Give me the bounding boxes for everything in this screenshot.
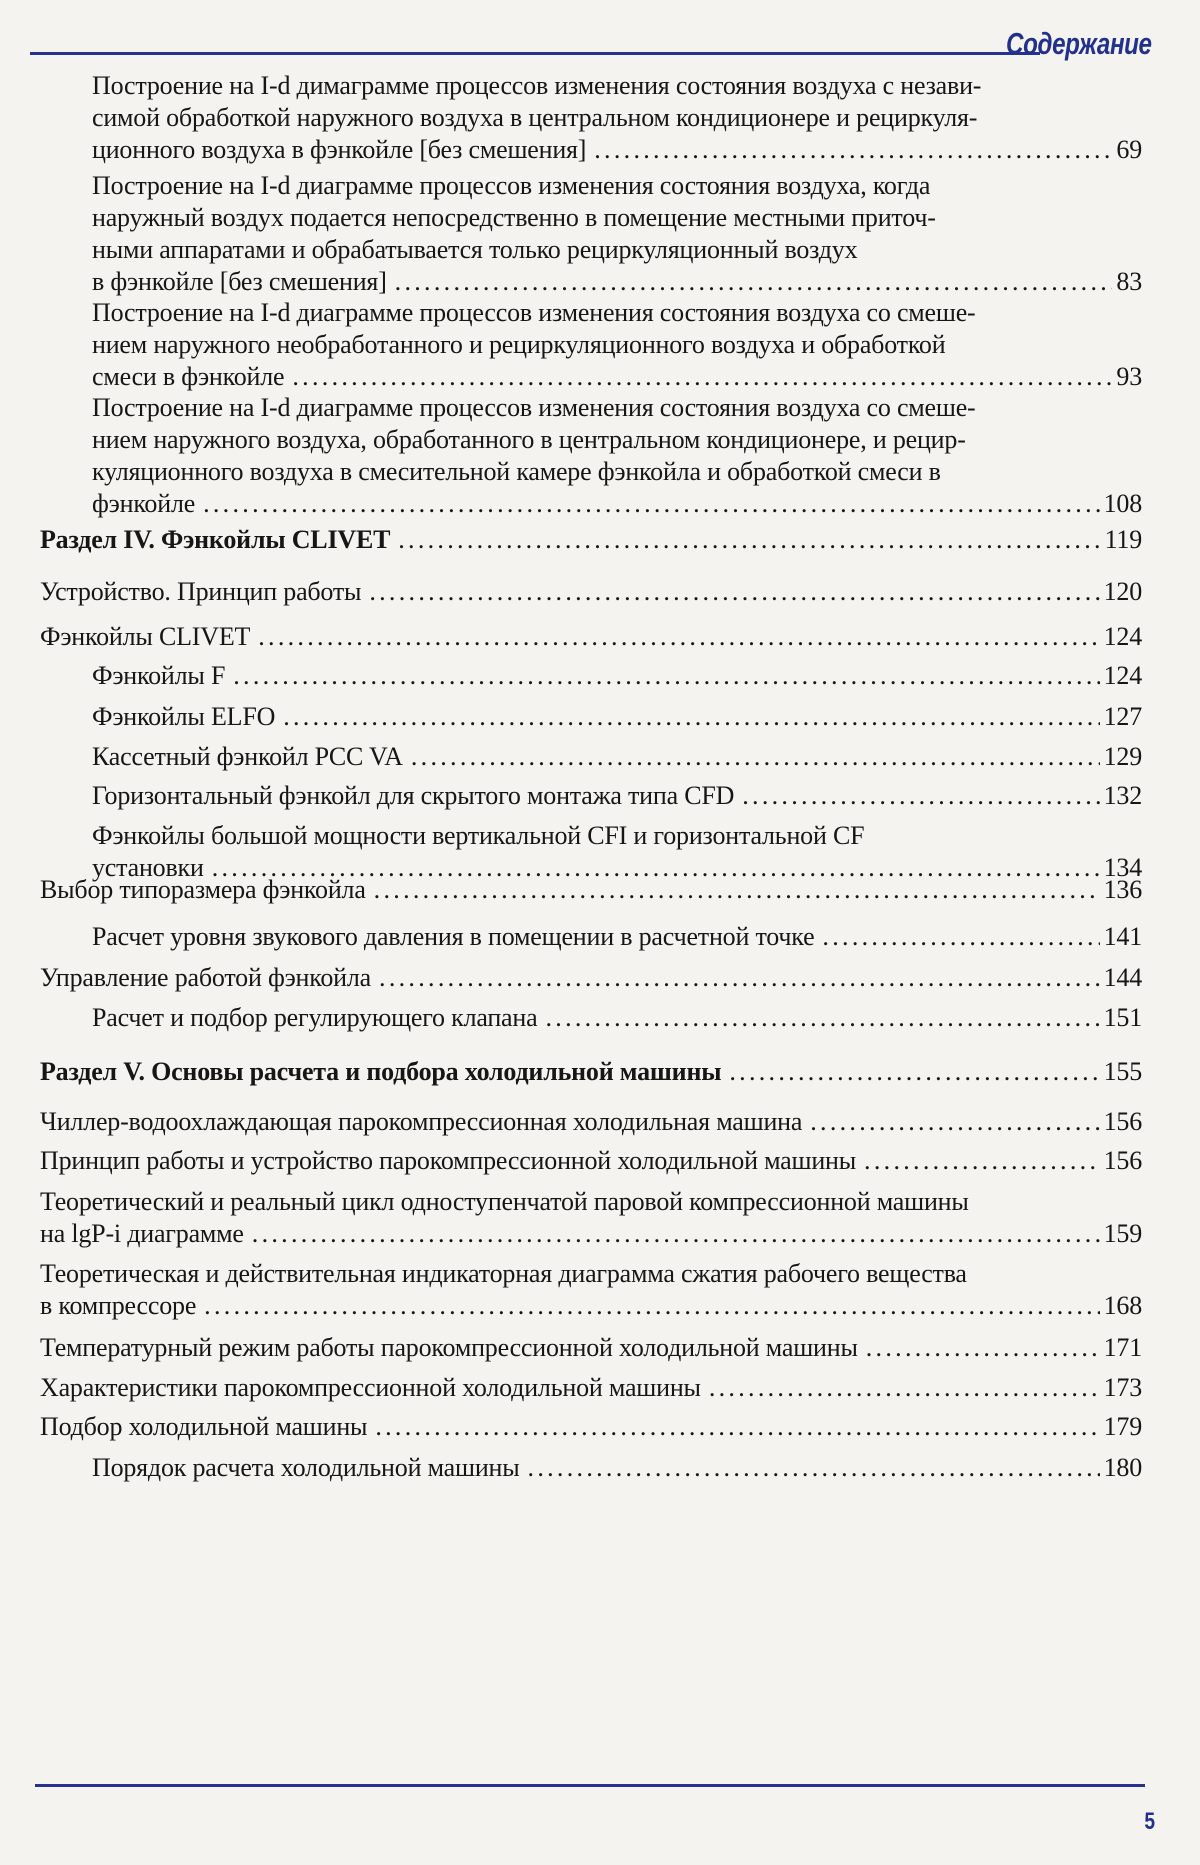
toc-page-number: 120	[1103, 577, 1142, 606]
toc-entry-title-line: Характеристики парокомпрессионной холодильной машины	[40, 1373, 701, 1402]
toc-entry-title-line: Раздел IV. Фэнкойлы CLIVET	[40, 525, 391, 554]
toc-page-number: 129	[1103, 742, 1142, 771]
dot-leader	[822, 921, 1099, 953]
toc-page-number: 134	[1103, 853, 1142, 882]
dot-leader	[375, 1411, 1099, 1443]
toc-page-number: 159	[1103, 1219, 1142, 1248]
toc-entry-title-line: Теоретический и реальный цикл одноступенчатой паровой компрессионной машины	[40, 1187, 969, 1216]
dot-leader	[292, 361, 1112, 393]
dot-leader	[411, 741, 1100, 773]
page-header	[30, 22, 1152, 62]
toc-entry[interactable]	[92, 1002, 1142, 1034]
dot-leader	[864, 1145, 1100, 1177]
toc-entry[interactable]	[40, 524, 1142, 556]
toc-entry[interactable]	[40, 1372, 1142, 1404]
toc-page-number: 155	[1103, 1057, 1142, 1086]
toc-entry-title-line: Подбор холодильной машины	[40, 1412, 368, 1441]
toc-entry[interactable]	[92, 701, 1142, 733]
toc-entry-title-line: ными аппаратами и обрабатывается только рециркуляционный воздух	[92, 235, 858, 264]
footer-rule	[35, 1784, 1145, 1787]
toc-page-number: 93	[1116, 362, 1142, 391]
toc-entry-title-line: фэнкойле	[92, 489, 196, 518]
toc-entry-title-line: Фэнкойлы F	[92, 661, 226, 690]
toc-entry-title-line: установки	[92, 853, 204, 882]
toc-page-number: 124	[1103, 661, 1142, 690]
toc-entry[interactable]	[40, 621, 1142, 653]
toc-entry-title-line: Расчет уровня звукового давления в помещении в расчетной точке	[92, 922, 815, 951]
toc-entry-title-line: в компрессоре	[40, 1291, 197, 1320]
toc-entry-title-line: Раздел V. Основы расчета и подбора холодильной машины	[40, 1057, 722, 1086]
dot-leader	[233, 660, 1099, 692]
toc-entry[interactable]	[92, 170, 1142, 298]
toc-entry[interactable]	[40, 1186, 1142, 1250]
toc-entry-title-line: Горизонтальный фэнкойл для скрытого монтажа типа CFD	[92, 781, 735, 810]
toc-entry[interactable]	[92, 392, 1142, 520]
toc-entry-title-line: Чиллер-водоохлаждающая парокомпрессионная холодильная машина	[40, 1107, 803, 1136]
toc-entry-title-line: Построение на I-d диаграмме процессов изменения состояния воздуха, когда	[92, 171, 931, 200]
dot-leader	[258, 621, 1099, 653]
toc-entry-title-line: Выбор типоразмера фэнкойла	[40, 875, 366, 904]
dot-leader	[204, 1290, 1099, 1322]
toc-page-number: 132	[1103, 781, 1142, 810]
dot-leader	[810, 1106, 1099, 1138]
toc-entry[interactable]	[40, 962, 1142, 994]
toc-entry-title-line: нием наружного воздуха, обработанного в центральном кондиционере, и рецир-	[92, 425, 966, 454]
toc-page-number: 179	[1103, 1412, 1142, 1441]
toc-entry-title-line: нием наружного необработанного и рециркуляционного воздуха и обработкой	[92, 330, 946, 359]
toc-entry-title-line: в фэнкойле [без смешения]	[92, 267, 387, 296]
toc-page-number: 180	[1103, 1453, 1142, 1482]
dot-leader	[594, 134, 1112, 166]
dot-leader	[398, 524, 1100, 556]
dot-leader	[866, 1332, 1100, 1364]
toc-page-number: 151	[1103, 1003, 1142, 1032]
dot-leader	[545, 1002, 1099, 1034]
header-rule	[30, 52, 1040, 55]
toc-entry-title-line: Построение на I-d диаграмме процессов изменения состояния воздуха со смеше-	[92, 393, 976, 422]
dot-leader	[369, 576, 1099, 608]
toc-entry[interactable]	[40, 1411, 1142, 1443]
dot-leader	[203, 488, 1100, 520]
toc-entry-title-line: симой обработкой наружного воздуха в центральном кондиционере и рециркуля-	[92, 103, 978, 132]
toc-page-number: 108	[1103, 489, 1142, 518]
toc-entry-title-line: Теоретическая и действительная индикаторная диаграмма сжатия рабочего вещества	[40, 1259, 967, 1288]
toc-entry[interactable]	[40, 576, 1142, 608]
toc-entry-title-line: на lgP-i диаграмме	[40, 1219, 244, 1248]
toc-entry[interactable]	[40, 1056, 1142, 1088]
toc-entry[interactable]	[92, 1452, 1142, 1484]
toc-entry[interactable]	[92, 780, 1142, 812]
dot-leader	[374, 874, 1100, 906]
toc-entry[interactable]	[92, 70, 1142, 166]
toc-page-number: 141	[1103, 922, 1142, 951]
toc-page-number: 156	[1103, 1146, 1142, 1175]
toc-entry-title-line: Принцип работы и устройство парокомпрессионной холодильной машины	[40, 1146, 857, 1175]
toc-page-number: 83	[1116, 267, 1142, 296]
toc-page-number: 168	[1103, 1291, 1142, 1320]
toc-entry[interactable]	[92, 660, 1142, 692]
toc-page-number: 127	[1103, 702, 1142, 731]
toc-entry-title-line: Температурный режим работы парокомпрессионной холодильной машины	[40, 1333, 858, 1362]
toc-entry-title-line: Фэнкойлы большой мощности вертикальной CFI и горизонтальной CF	[92, 821, 865, 850]
toc-entry-title-line: Построение на I-d димаграмме процессов изменения состояния воздуха с незави-	[92, 71, 982, 100]
toc-page-number: 69	[1116, 135, 1142, 164]
running-head-title: Содержание	[1006, 26, 1152, 61]
toc-entry[interactable]	[40, 1258, 1142, 1322]
toc-entry-title-line: Управление работой фэнкойла	[40, 963, 372, 992]
toc-page-number: 144	[1103, 963, 1142, 992]
toc-entry-title-line: Кассетный фэнкойл PCC VA	[92, 742, 403, 771]
toc-page-number: 124	[1103, 622, 1142, 651]
dot-leader	[395, 266, 1113, 298]
toc-entry-title-line: ционного воздуха в фэнкойле [без смешения]	[92, 135, 587, 164]
toc-entry[interactable]	[92, 297, 1142, 393]
dot-leader	[742, 780, 1099, 812]
toc-entry[interactable]	[40, 1106, 1142, 1138]
toc-entry[interactable]	[40, 1332, 1142, 1364]
toc-entry-title-line: наружный воздух подается непосредственно в помещение местными приточ-	[92, 203, 936, 232]
toc-entry-title-line: Построение на I-d диаграмме процессов изменения состояния воздуха со смеше-	[92, 298, 976, 327]
toc-entry[interactable]	[40, 1145, 1142, 1177]
toc-page-number: 171	[1103, 1333, 1142, 1362]
dot-leader	[283, 701, 1099, 733]
toc-entry-title-line: Порядок расчета холодильной машины	[92, 1453, 520, 1482]
toc-entry[interactable]	[92, 921, 1142, 953]
toc-page-number: 156	[1103, 1107, 1142, 1136]
toc-entry-title-line: куляционного воздуха в смесительной камере фэнкойла и обработкой смеси в	[92, 457, 941, 486]
page-number: 5	[1143, 1808, 1155, 1835]
toc-entry-title-line: Устройство. Принцип работы	[40, 577, 362, 606]
toc-entry[interactable]	[40, 874, 1142, 906]
toc-entry-title-line: Фэнкойлы CLIVET	[40, 622, 251, 651]
toc-entry-title-line: Расчет и подбор регулирующего клапана	[92, 1003, 538, 1032]
dot-leader	[709, 1372, 1100, 1404]
toc-page-number: 119	[1104, 525, 1142, 554]
dot-leader	[379, 962, 1100, 994]
dot-leader	[729, 1056, 1099, 1088]
toc-page-number: 136	[1103, 875, 1142, 904]
toc-entry-title-line: смеси в фэнкойле	[92, 362, 285, 391]
toc-entry-title-line: Фэнкойлы ELFO	[92, 702, 276, 731]
toc-entry[interactable]	[92, 741, 1142, 773]
dot-leader	[252, 1218, 1100, 1250]
toc-page-number: 173	[1103, 1373, 1142, 1402]
dot-leader	[528, 1452, 1100, 1484]
